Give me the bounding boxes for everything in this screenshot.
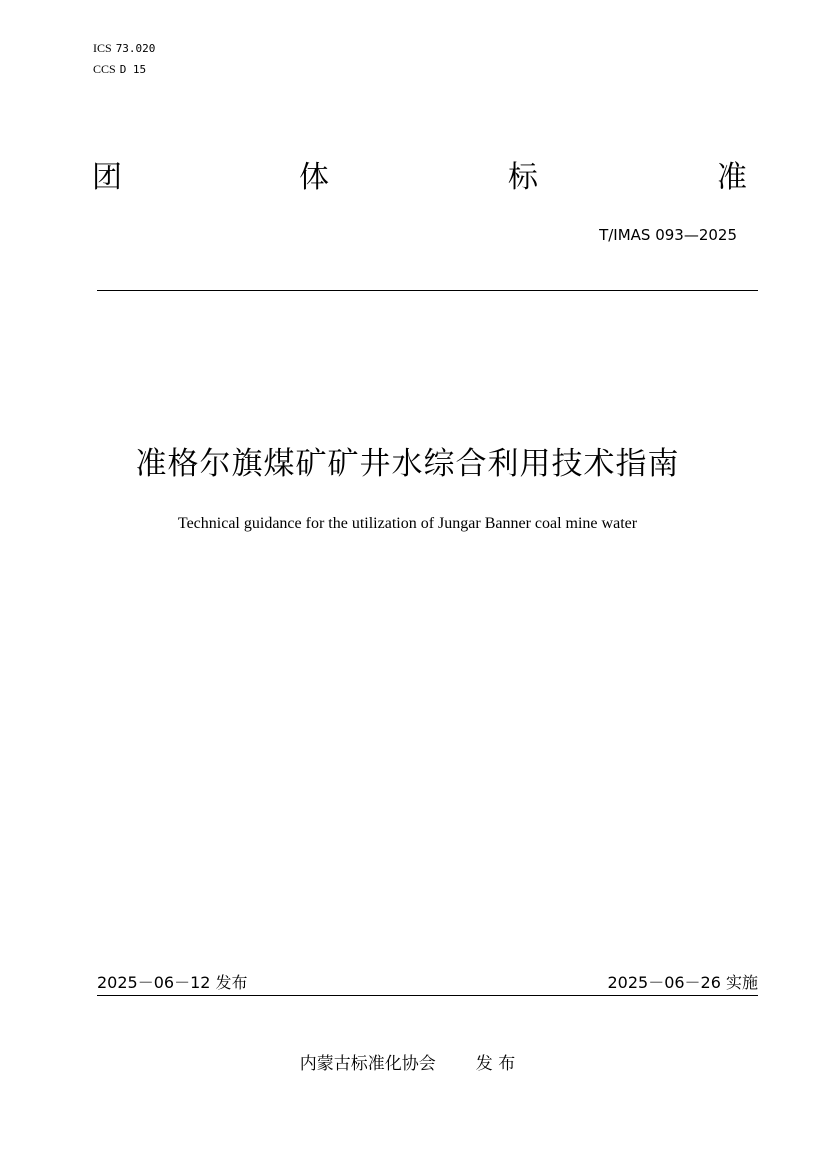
- ics-value: 73.020: [115, 42, 156, 55]
- ics-label: ICS: [93, 41, 112, 55]
- publisher-name: 内蒙古标准化协会: [299, 1054, 436, 1074]
- footer-divider: [97, 995, 758, 996]
- ccs-value: D 15: [119, 63, 147, 76]
- standard-type-char-2: 体: [299, 160, 329, 195]
- document-title-english: Technical guidance for the utilization of Jungar Banner coal mine water: [177, 515, 638, 532]
- document-title-chinese: 准格尔旗煤矿矿井水综合利用技术指南: [135, 446, 680, 482]
- release-date: 2025－06－12 发布: [97, 973, 248, 992]
- publisher-action: 发 布: [475, 1054, 516, 1074]
- implementation-date: 2025－06－26 实施: [607, 973, 758, 992]
- header-divider: [97, 290, 758, 291]
- standard-type-char-1: 团: [92, 160, 122, 195]
- publisher-line: [0, 1053, 815, 1075]
- ics-code: [93, 40, 155, 57]
- standard-number: T/IMAS 093—2025: [599, 226, 737, 244]
- ccs-label: CCS: [93, 62, 116, 76]
- standard-type-char-4: 准: [717, 160, 747, 195]
- standard-type-char-3: 标: [508, 160, 538, 195]
- ccs-code: [93, 61, 146, 78]
